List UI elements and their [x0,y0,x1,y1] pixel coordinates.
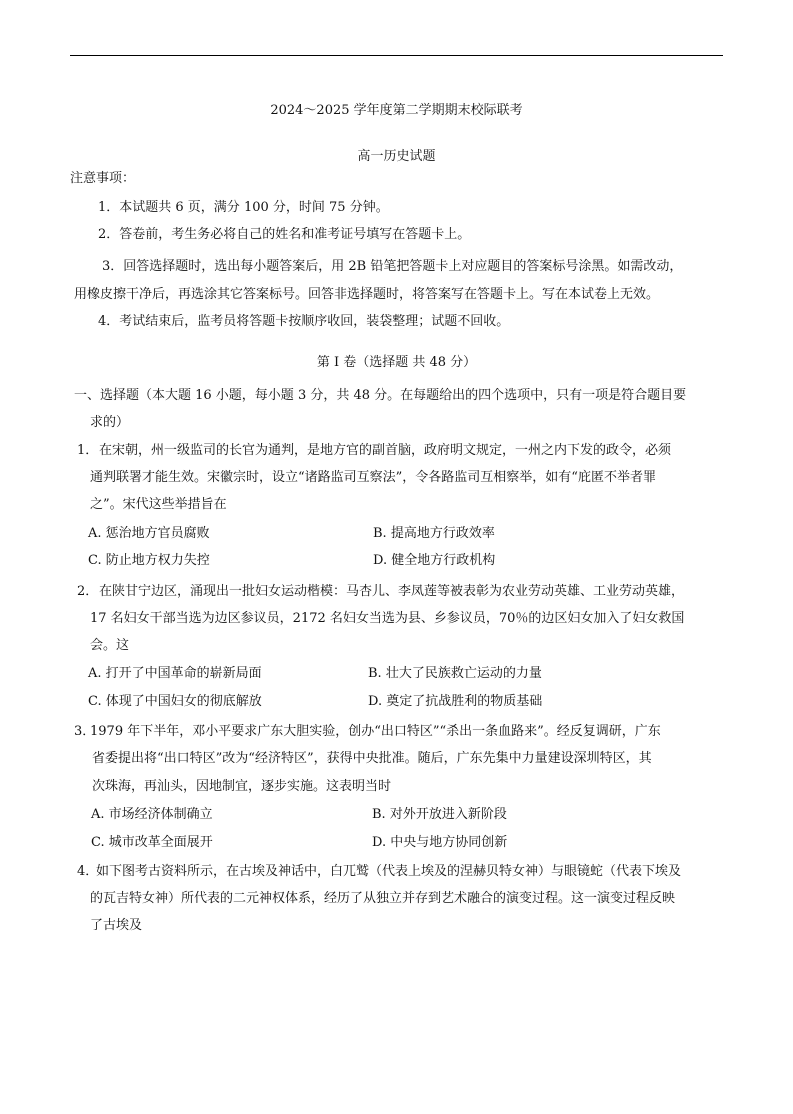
question-2-option-b[interactable]: B. 壮大了民族救亡运动的力量 [368,666,542,681]
question-1-option-b[interactable]: B. 提高地方行政效率 [373,526,495,541]
notice-item-1: 1．本试题共 6 页，满分 100 分，时间 75 分钟。 [98,200,389,215]
question-2-line2: 17 名妇女干部当选为边区参议员，2172 名妇女当选为县、乡参议员，70％的边区妇女加入了妇女救国 [90,611,685,626]
part1-instruction-line1: 一、选择题（本大题 16 小题，每小题 3 分，共 48 分。在每题给出的四个选项中，只有一项是符合题目要 [74,388,687,403]
part1-instruction-line2: 求的） [90,415,130,430]
question-3-number: 3． [74,724,96,739]
question-3-option-d[interactable]: D. 中央与地方协同创新 [372,835,508,850]
question-4-line2: 的瓦吉特女神）所代表的二元神权体系，经历了从独立并存到艺术融合的演变过程。这一演变过程反映 [90,891,676,906]
header-rule [70,55,723,56]
question-2-option-c[interactable]: C. 体现了中国妇女的彻底解放 [88,694,262,709]
question-2-number: 2． [77,584,99,599]
question-1-option-c[interactable]: C. 防止地方权力失控 [88,553,210,568]
question-4-line3: 了古埃及 [90,918,143,933]
question-4-line1: 如下图考古资料所示，在古埃及神话中，白兀鹫（代表上埃及的涅赫贝特女神）与眼镜蛇（代表下埃及 [96,864,682,879]
question-3-line3: 次珠海，再汕头，因地制宜，逐步实施。这表明当时 [92,779,392,794]
question-3-line2: 省委提出将“出口特区”改为“经济特区”，获得中央批准。随后，广东先集中力量建设深圳特区，其 [92,751,652,766]
question-1-line2: 通判联署才能生效。宋徽宗时，设立“诸路监司互察法”，令各路监司互相察举，如有“庇匿不举者罪 [90,470,656,485]
exam-subject: 高一历史试题 [357,149,436,164]
notice-heading: 注意事项： [70,171,136,186]
notice-item-3-line2: 用橡皮擦干净后，再选涂其它答案标号。回答非选择题时，将答案写在答题卡上。写在本试卷上无效。 [74,287,660,302]
question-3-option-c[interactable]: C. 城市改革全面展开 [91,835,213,850]
notice-item-4: 4．考试结束后，监考员将答题卡按顺序收回，装袋整理；试题不回收。 [98,314,510,329]
question-2-option-d[interactable]: D. 奠定了抗战胜利的物质基础 [368,694,543,709]
question-1-line1: 在宋朝，州一级监司的长官为通判，是地方官的副首脑，政府明文规定，一州之内下发的政令，必须 [99,443,672,458]
question-3-option-b[interactable]: B. 对外开放进入新阶段 [372,807,507,822]
question-2-line3: 会。这 [90,638,130,653]
question-1-number: 1． [77,443,99,458]
question-3-line1: 1979 年下半年，邓小平要求广东大胆实验，创办“出口特区”“杀出一条血路来”。经反复调研，广东 [90,724,661,739]
exam-title: 2024～2025 学年度第二学期期末校际联考 [270,103,523,118]
notice-item-2: 2．答卷前，考生务必将自己的姓名和准考证号填写在答题卡上。 [98,227,471,242]
notice-item-3-line1: 3．回答选择题时，选出每小题答案后，用 2B 铅笔把答题卡上对应题目的答案标号涂黑。如需改动， [102,259,683,274]
question-2-option-a[interactable]: A. 打开了中国革命的崭新局面 [88,666,262,681]
question-2-line1: 在陕甘宁边区，涌现出一批妇女运动楷模：马杏儿、李凤莲等被表彰为农业劳动英雄、工业劳动英雄， [99,584,685,599]
question-1-option-a[interactable]: A. 惩治地方官员腐败 [88,526,210,541]
question-1-option-d[interactable]: D. 健全地方行政机构 [373,553,496,568]
question-3-option-a[interactable]: A. 市场经济体制确立 [91,807,213,822]
question-1-line3: 之”。宋代这些举措旨在 [90,497,227,512]
section-title: 第 Ⅰ 卷（选择题 共 48 分） [316,355,477,370]
question-4-number: 4． [77,864,99,879]
